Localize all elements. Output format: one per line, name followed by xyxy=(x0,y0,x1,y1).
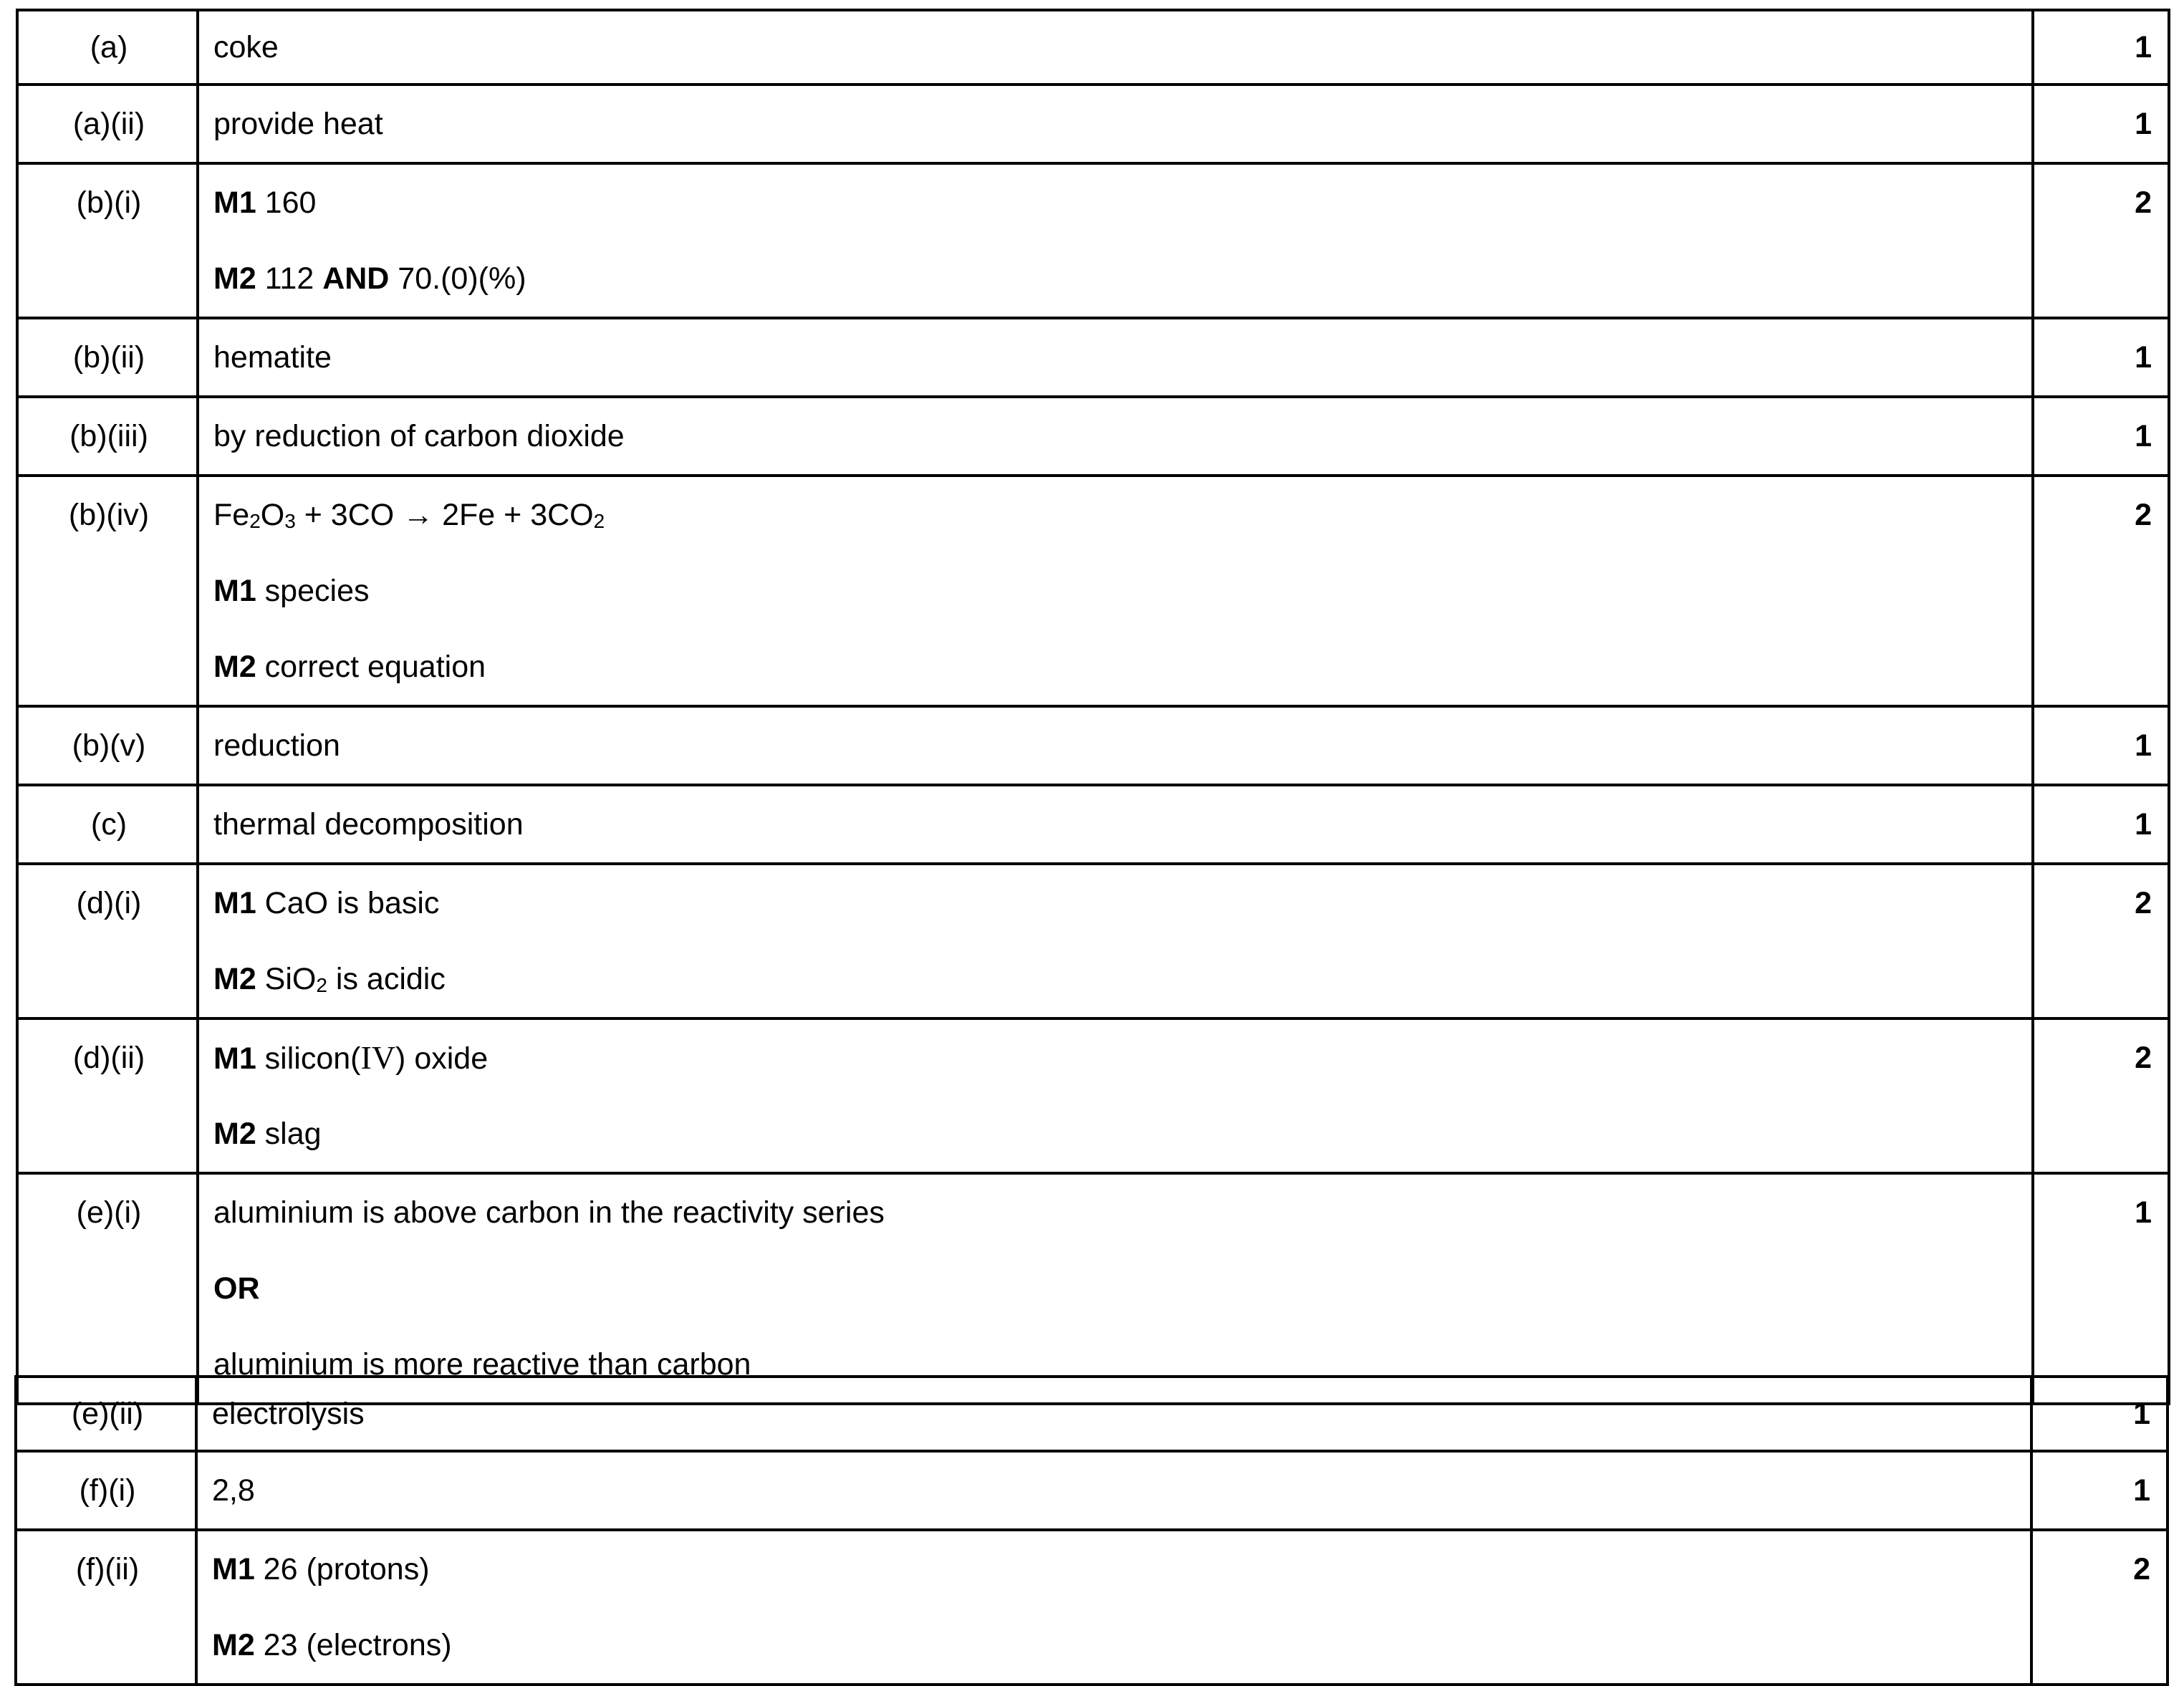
marks-cell xyxy=(2033,85,2169,163)
answer-cell xyxy=(198,10,2033,85)
answer-cell xyxy=(198,1173,2033,1404)
marks-cell xyxy=(2033,476,2169,706)
answer-cell xyxy=(196,1377,2031,1451)
subscript: 3 xyxy=(284,510,296,532)
marks-cell xyxy=(2033,706,2169,785)
table-row xyxy=(17,706,2169,785)
mark-scheme-table-part-1 xyxy=(16,9,2170,1405)
table-top-tick xyxy=(196,1364,199,1375)
marks-cell xyxy=(2033,397,2169,476)
marking-point-label: M2 xyxy=(213,962,256,996)
answer-text: correct equation xyxy=(256,650,486,684)
marking-point-label: M1 xyxy=(213,574,256,608)
table-body xyxy=(17,10,2169,1404)
answer-text: SiO xyxy=(256,962,317,996)
answer-cell xyxy=(198,706,2033,785)
answer-text: 160 xyxy=(256,186,317,220)
answer-text: 2,8 xyxy=(212,1473,255,1508)
marks-value: 1 xyxy=(2135,1195,2152,1230)
marks-value: 1 xyxy=(2135,340,2152,375)
question-number: (f)(i) xyxy=(79,1473,136,1508)
marking-point-label: M2 xyxy=(213,261,256,296)
question-number: (d)(ii) xyxy=(72,1041,145,1075)
answer-line xyxy=(198,1378,2030,1450)
question-number: (b)(iii) xyxy=(69,419,148,453)
marks-value: 2 xyxy=(2135,886,2152,920)
answer-line xyxy=(199,1020,2031,1096)
question-number: (a)(ii) xyxy=(72,107,145,141)
answer-line xyxy=(199,1096,2031,1172)
marks-value: 1 xyxy=(2135,107,2152,141)
marking-point-label: AND xyxy=(322,261,390,296)
marks-value: 1 xyxy=(2135,728,2152,763)
answer-line xyxy=(199,398,2031,474)
table-row xyxy=(16,1530,2168,1685)
question-number: (e)(i) xyxy=(76,1195,142,1230)
question-number-cell xyxy=(16,1377,196,1451)
answer-text: CaO is basic xyxy=(256,886,440,920)
table-top-tick xyxy=(2031,1364,2034,1375)
answer-line xyxy=(199,1175,2031,1251)
answer-line xyxy=(199,786,2031,862)
question-number: (a) xyxy=(90,30,128,64)
question-number-cell xyxy=(17,706,198,785)
table-row xyxy=(17,318,2169,397)
table-row xyxy=(17,163,2169,318)
mark-scheme-table-part-2 xyxy=(14,1375,2169,1686)
answer-text: hematite xyxy=(213,340,332,375)
answer-line xyxy=(199,11,2031,83)
question-number: (e)(ii) xyxy=(71,1397,144,1431)
question-number-cell xyxy=(17,864,198,1018)
answer-cell xyxy=(196,1451,2031,1530)
answer-cell xyxy=(198,785,2033,864)
answer-text: Fe xyxy=(213,498,250,532)
question-number-cell xyxy=(17,397,198,476)
marking-point-label: M1 xyxy=(212,1552,255,1586)
marking-point-label: M2 xyxy=(213,650,256,684)
answer-text: aluminium is more reactive than carbon xyxy=(213,1347,751,1382)
table-row xyxy=(17,397,2169,476)
question-number: (f)(ii) xyxy=(75,1552,140,1586)
marks-value: 1 xyxy=(2133,1397,2150,1431)
answer-cell xyxy=(198,864,2033,1018)
marks-value: 1 xyxy=(2133,1473,2150,1508)
answer-cell xyxy=(198,85,2033,163)
answer-line xyxy=(199,708,2031,784)
answer-text: species xyxy=(256,574,370,608)
answer-cell xyxy=(198,397,2033,476)
answer-line xyxy=(199,477,2031,553)
answer-line xyxy=(199,241,2031,317)
question-number: (c) xyxy=(90,807,128,842)
answer-line xyxy=(199,165,2031,241)
answer-cell xyxy=(198,163,2033,318)
answer-text: 112 xyxy=(256,261,323,296)
marks-value: 2 xyxy=(2135,498,2152,532)
answer-text: reduction xyxy=(213,728,340,763)
marks-value: 1 xyxy=(2135,807,2152,842)
answer-line xyxy=(199,865,2031,941)
question-number-cell xyxy=(17,1018,198,1173)
roman-numeral: IV xyxy=(360,1039,396,1076)
marking-point-label: M2 xyxy=(212,1628,255,1662)
marking-point-label: M1 xyxy=(213,1041,256,1076)
answer-line xyxy=(198,1453,2030,1528)
question-number-cell xyxy=(16,1530,196,1685)
question-number-cell xyxy=(17,1173,198,1404)
marks-value: 2 xyxy=(2135,1041,2152,1075)
answer-line xyxy=(199,629,2031,705)
answer-cell xyxy=(198,318,2033,397)
answer-cell xyxy=(196,1530,2031,1685)
marks-cell xyxy=(2033,10,2169,85)
marks-cell xyxy=(2033,785,2169,864)
question-number-cell xyxy=(16,1451,196,1530)
marks-cell xyxy=(2033,163,2169,318)
answer-text: 70.(0)(%) xyxy=(389,261,526,296)
table-row xyxy=(17,85,2169,163)
question-number: (b)(ii) xyxy=(72,340,145,375)
question-number-cell xyxy=(17,318,198,397)
table-body xyxy=(16,1377,2168,1685)
marks-cell xyxy=(2033,864,2169,1018)
answer-text: silicon( xyxy=(256,1041,361,1076)
answer-text: aluminium is above carbon in the reactivity series xyxy=(213,1195,885,1230)
marking-point-label: M2 xyxy=(213,1117,256,1151)
question-number-cell xyxy=(17,85,198,163)
marks-value: 2 xyxy=(2135,186,2152,220)
answer-text: coke xyxy=(213,30,279,64)
question-number: (b)(v) xyxy=(72,728,146,763)
marks-cell xyxy=(2033,1018,2169,1173)
marking-point-label: M1 xyxy=(213,186,256,220)
answer-text: + 3CO → 2Fe + 3CO xyxy=(295,498,594,532)
marks-value: 2 xyxy=(2133,1552,2150,1586)
answer-text: 26 (protons) xyxy=(254,1552,430,1586)
subscript: 2 xyxy=(593,510,605,532)
answer-line xyxy=(198,1531,2030,1607)
question-number-cell xyxy=(17,163,198,318)
question-number-cell xyxy=(17,785,198,864)
answer-text: is acidic xyxy=(327,962,446,996)
table-row xyxy=(16,1377,2168,1451)
answer-line xyxy=(199,941,2031,1017)
table-row xyxy=(17,1018,2169,1173)
table-row xyxy=(17,476,2169,706)
answer-line xyxy=(198,1607,2030,1683)
table-row xyxy=(17,10,2169,85)
table-row xyxy=(17,785,2169,864)
answer-text: provide heat xyxy=(213,107,383,141)
answer-cell xyxy=(198,1018,2033,1173)
marks-cell xyxy=(2033,1173,2169,1404)
answer-line xyxy=(199,319,2031,395)
marking-point-label: M1 xyxy=(213,886,256,920)
answer-text: thermal decomposition xyxy=(213,807,524,842)
marks-cell xyxy=(2031,1451,2168,1530)
answer-cell xyxy=(198,476,2033,706)
answer-text: O xyxy=(260,498,285,532)
question-number-cell xyxy=(17,476,198,706)
answer-line xyxy=(199,1251,2031,1326)
answer-text: 23 (electrons) xyxy=(254,1628,452,1662)
answer-text: by reduction of carbon dioxide xyxy=(213,419,625,453)
answer-text: slag xyxy=(256,1117,322,1151)
question-number-cell xyxy=(17,10,198,85)
answer-line xyxy=(199,553,2031,629)
table-row xyxy=(17,1173,2169,1404)
marking-point-label: OR xyxy=(213,1271,260,1306)
question-number: (d)(i) xyxy=(76,886,142,920)
marks-value: 1 xyxy=(2135,30,2152,64)
table-row xyxy=(17,864,2169,1018)
answer-text: electrolysis xyxy=(212,1397,365,1431)
answer-line xyxy=(199,86,2031,162)
answer-text: ) oxide xyxy=(395,1041,489,1076)
question-number: (b)(i) xyxy=(76,186,142,220)
subscript: 2 xyxy=(316,974,327,996)
table-row xyxy=(16,1451,2168,1530)
subscript: 2 xyxy=(249,510,261,532)
marks-value: 1 xyxy=(2135,419,2152,453)
question-number: (b)(iv) xyxy=(68,498,150,532)
marks-cell xyxy=(2031,1530,2168,1685)
marks-cell xyxy=(2031,1377,2168,1451)
marks-cell xyxy=(2033,318,2169,397)
